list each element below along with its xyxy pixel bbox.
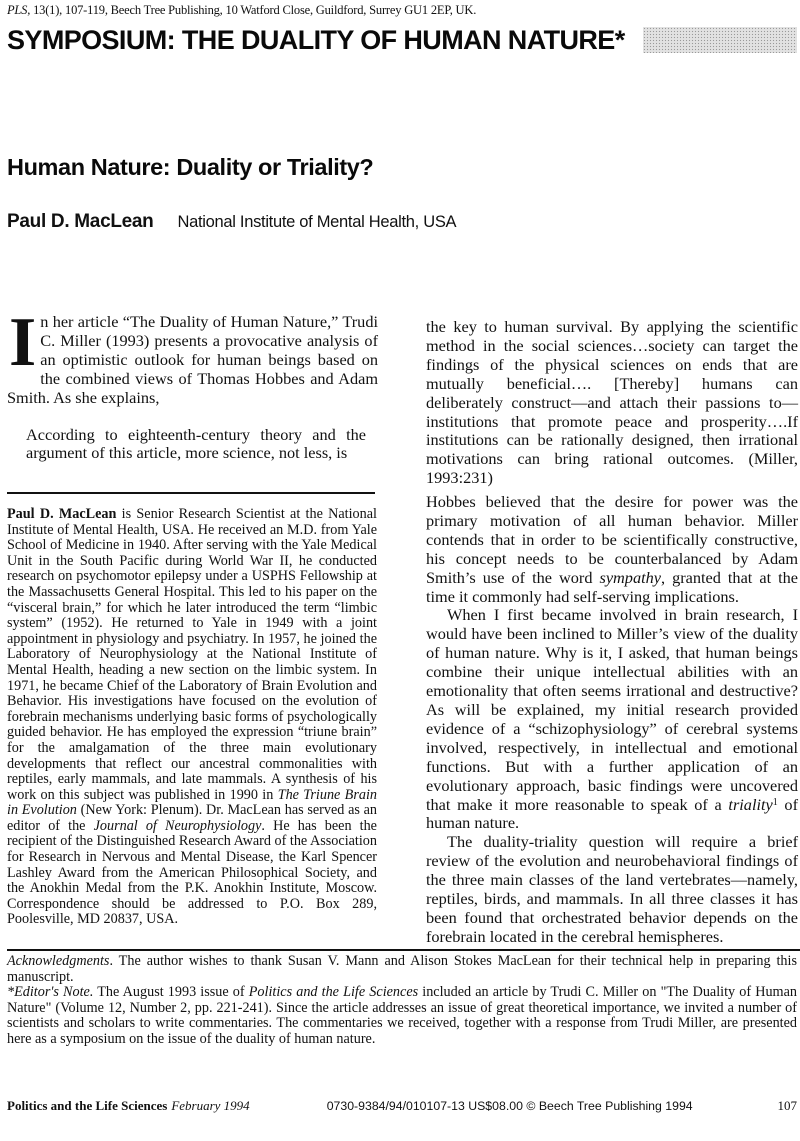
acknowledgments <box>7 954 797 985</box>
footer-date: February 1994 <box>171 1098 250 1113</box>
notes <box>7 954 797 1048</box>
author-affiliation: National Institute of Mental Health, USA <box>177 213 457 231</box>
right-column-body <box>426 493 798 947</box>
body-paragraph-2 <box>426 493 798 606</box>
para2-text-b: , granted that at the time it commonly had self-serving implications. <box>426 567 799 606</box>
journal-abbrev: PLS <box>7 3 28 17</box>
ack-text: . The author wishes to thank Susan V. Mann and Alison Stokes MacLean for their technical help in preparing this manuscript. <box>7 953 797 985</box>
page-footer <box>7 1098 797 1114</box>
byline <box>7 211 456 233</box>
para3-italic: triality <box>728 794 773 814</box>
intro-paragraph <box>7 304 378 408</box>
bio-text-c: . He has been the recipient of the Distinguished Research Award of the Association for Research in Nervous and Mental Disease, the Karl Spencer Lashley Award from the American Philosophical Society, and the Anokhin Medal from the P.K. Anokhin Institute, Moscow. Correspondence should be addressed to P.O. Box 289, Poolesville, MD 20837, USA. <box>7 817 377 928</box>
footnote-ref[interactable]: 1 <box>772 796 778 808</box>
bio-journal-title: Journal of Neurophysiology <box>93 817 262 834</box>
symposium-title: SYMPOSIUM: THE DUALITY OF HUMAN NATURE* <box>7 24 625 55</box>
bio-name: Paul D. MacLean <box>7 506 117 522</box>
para3-text-a: When I first became involved in brain research, I would have been inclined to Miller’s view of the duality of human nature. Why is it, I asked, that human beings combine their unique intellectual abilities with an emotionality that often seems irrational and destructive? As will be explained, my initial research provided evidence of a “schizophysiology” of cerebral systems involved, respectively, in intellectual and emotional functions. But with a further application of an evolutionary approach, basic findings were uncovered that make it more reasonable to speak of a <box>426 605 798 814</box>
block-quote-part2: the key to human survival. By applying the scientific method in the social sciences…society can target the findings of the physical sciences on ends that are mutually beneficial…. [Thereby] humans can deliberately construct—and attach their passions to—institutions that promote peace and prosperity….If institutions can be rationally designed, then irrational motivations can bring rational outcomes. (Miller, 1993:231) <box>426 317 798 488</box>
left-column-intro <box>7 304 378 463</box>
editor-journal: Politics and the Life Sciences <box>248 984 419 1001</box>
para3-text-b: of human nature. <box>426 794 798 833</box>
footer-journal-name: Politics and the Life Sciences <box>7 1098 168 1113</box>
body-paragraph-3 <box>426 606 798 833</box>
bio-book-title: The Triune Brain in Evolution <box>7 786 377 819</box>
drop-cap: I <box>9 304 37 381</box>
bio-divider <box>7 492 375 494</box>
editors-note <box>7 985 797 1047</box>
right-column-quote <box>426 318 798 488</box>
article-title: Human Nature: Duality or Triality? <box>7 154 374 180</box>
footer-copyright: 0730-9384/94/010107-13 US$08.00 © Beech Tree Publishing 1994 <box>326 1099 693 1113</box>
editor-label: *Editor's Note. <box>7 984 94 1001</box>
editor-text-b: included an article by Trudi C. Miller on "The Duality of Human Nature" (Volume 12, Number 2, pp. 221-241). Since the article addresses an issue of great theoretical importance, we invited a number of scientists and scholars to write commentaries. The commentaries we received, together with a response from Trudi Miller, are presented here as a symposium on the issue of the duality of human nature. <box>7 984 797 1047</box>
para2-text-a: Hobbes believed that the desire for power was the primary motivation of all human behavior. Miller contends that in order to be scientifically constructive, his concept needs to be counterbalanced by Adam Smith’s use of the word <box>426 492 798 587</box>
author-name: Paul D. MacLean <box>7 211 154 232</box>
running-head <box>7 3 476 18</box>
para2-italic: sympathy <box>599 567 661 587</box>
block-quote-part1: According to eighteenth-century theory and the argument of this article, more science, not less, is <box>26 424 366 463</box>
citation-text: , 13(1), 107-119, Beech Tree Publishing, 10 Watford Close, Guildford, Surrey GU1 2EP, UK. <box>27 3 477 17</box>
notes-divider <box>7 949 800 951</box>
editor-text-a: The August 1993 issue of <box>93 984 249 1001</box>
author-bio <box>7 507 377 928</box>
bio-text-a: is Senior Research Scientist at the National Institute of Mental Health, USA. He received an M.D. from Yale School of Medicine in 1940. After serving with the Yale Medical Unit in the South Pacific during World War II, he conducted research on psychomotor epilepsy under a USPHS Fellowship at the Massachusetts General Hospital. This led to his paper on the “visceral brain,” for which he later introduced the term “limbic system” (1952). He returned to Yale in 1949 with a joint appointment in physiology and psychiatry. In 1957, he joined the Laboratory of Neurophysiology at the National Institute of Mental Health, heading a new section on the limbic system. In 1971, he became Chief of the Laboratory of Brain Evolution and Behavior. His investigations have focused on the evolution of forebrain mechanisms underlying basic forms of psychologically guided behavior. He has employed the expression “triune brain” for the amalgamation of the three main evolutionary developments that reflect our ancestral commonalities with reptiles, early mammals, and late mammals. A synthesis of his work on this subject was published in 1990 in <box>7 506 377 803</box>
ack-label: Acknowledgments <box>7 953 110 969</box>
body-paragraph-4: The duality-triality question will require a brief review of the evolution and neurobehavioral findings of the three main classes of the land vertebrates—namely, reptiles, birds, and mammals. In all three classes it has been found that orchestrated behavior depends on the forebrain located in the cerebral hemispheres. <box>426 832 798 946</box>
symposium-header <box>7 22 797 58</box>
halftone-bar <box>643 27 797 53</box>
footer-journal <box>7 1098 250 1114</box>
page-number: 107 <box>777 1098 797 1113</box>
intro-text: n her article “The Duality of Human Nature,” Trudi C. Miller (1993) presents a provocative analysis of an optimistic outlook for human beings based on the combined views of Thomas Hobbes and Adam Smith. As she explains, <box>7 312 378 407</box>
bio-text-b: (New York: Plenum). Dr. MacLean has served as an editor of the <box>7 802 377 834</box>
